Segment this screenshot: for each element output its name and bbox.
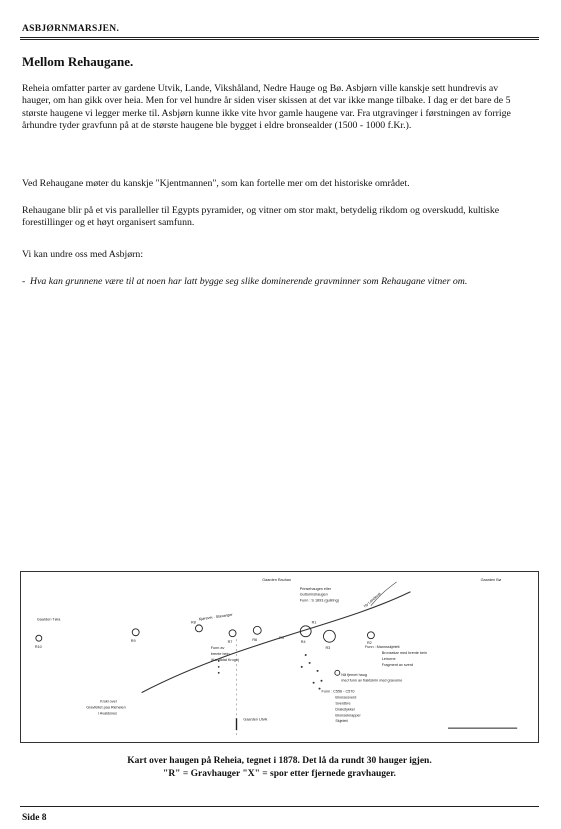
label-find-left-1: Funn av — [210, 646, 225, 651]
label-cs-6: Skjelett — [335, 719, 348, 724]
question-dash: - — [22, 276, 26, 287]
mound-r2 — [367, 632, 374, 639]
mound-r9 — [132, 629, 139, 636]
mound-removed — [335, 670, 340, 675]
label-cs-1: Funn : C556 - C570 — [321, 689, 355, 694]
mound-symbols — [36, 625, 375, 675]
mound-map — [20, 571, 539, 743]
label-r8: R8 — [191, 620, 196, 625]
paragraph-wonder: Vi kan undre oss med Asbjørn: — [22, 249, 144, 260]
label-cs-5: Bronseknapper — [335, 713, 361, 718]
map-caption-line1: Kart over haugen på Reheia, tegnet i 1878. Det lå da rundt 30 hauger igjen. — [127, 756, 432, 766]
label-mound-2: Guttormshaugen — [299, 592, 328, 597]
label-find-left-3: (Kandidat Krogh) — [210, 657, 240, 662]
label-road: Kjørevei · Stavanger — [198, 612, 233, 622]
label-cs-3: Sverdbre — [335, 701, 351, 706]
header-rule-secondary — [20, 39, 539, 40]
label-sketch-2: Gravfeltet paa Rieheien — [86, 705, 126, 710]
mound-r7 — [229, 630, 236, 637]
header-rule — [20, 37, 539, 38]
label-removed-1: Nå fjernet haug — [341, 672, 367, 677]
label-cs-4: Drakstykker — [335, 707, 356, 712]
running-header: ASBJØRNMARSJEN. — [22, 24, 120, 34]
label-sketch-3: i Avaldsnes — [98, 711, 118, 716]
label-r6: R6 — [252, 638, 258, 643]
label-find-r3: Leirurne — [381, 656, 396, 661]
paragraph-kjentmannen: Ved Rehaugane møter du kanskje "Kjentmannen", som kan fortelle mer om det historiske området. — [22, 178, 410, 189]
label-r3: R3 — [325, 646, 331, 651]
label-removed-2: med funn av fraktskrin med gravurne — [341, 678, 403, 683]
label-sketch-1: Kroki over — [100, 699, 118, 704]
footer-rule — [20, 806, 539, 807]
label-farm-left: Gaarden Tøra — [36, 617, 61, 622]
mound-r8 — [195, 625, 202, 632]
label-road-right: Ny Landevei — [363, 591, 382, 609]
label-r4: R4 — [300, 640, 306, 645]
section-title: Mellom Rehaugane. — [22, 54, 134, 69]
paragraph-pyramids: Rehaugane blir på et vis paralleller til Egypts pyramider, og vitner om stor makt, betydelig rikdom og overskudd, kultiske forestillinger og et høyt organisert samfunn. — [22, 205, 500, 229]
label-find-r4: Fragment av sverd — [381, 662, 414, 667]
label-r9: R9 — [130, 639, 136, 644]
label-r10: R10 — [34, 645, 42, 650]
mound-r10 — [36, 635, 42, 641]
label-cs-2: Bronsesverd — [335, 695, 357, 700]
label-r5: R5 — [279, 636, 284, 641]
question-text: Hva kan grunnene være til at noen har latt bygge seg slike dominerende gravminner som Rehaugane vitner om. — [30, 276, 468, 287]
question-block — [22, 276, 522, 288]
map-caption-line2: "R" = Gravhauger "X" = spor etter fjernede gravhauger. — [163, 769, 396, 779]
label-r1: R1 — [311, 620, 317, 625]
label-find-left-2: brente bein — [210, 652, 230, 657]
label-farm-top-right: Gaarden Bø — [480, 577, 502, 582]
page-number: Side 8 — [22, 813, 47, 823]
mound-map-drawing — [21, 572, 538, 742]
mound-r3 — [323, 630, 335, 642]
label-r2: R2 — [366, 641, 372, 646]
label-find-r2: Bronsekar med brente bein — [381, 651, 428, 656]
road-branch — [371, 582, 397, 606]
label-find-r1: Funn : Mannsskjelett — [364, 645, 400, 650]
label-r7: R7 — [227, 640, 233, 645]
label-mound-1: Prinsehaugen eller — [299, 586, 332, 591]
paragraph-reheia: Reheia omfatter parter av gardene Utvik, Lande, Vikshåland, Nedre Hauge og Bø. Asbjørn ville kanskje sett hundrevis av hauger, om han gikk over heia. Men for vel hundre år siden viser skissen at det var ikke mange tilbake. I dag er det bare de 5 største haugene vi legger merke til. Asbjørn kunne ikke vite hvor gamle haugene var. Fra utgravinger i førstningen av forrige århundre tyder gravfunn på at de største haugene ble bygget i eldre bronsealder (1500 - 1000 f.Kr.). — [22, 83, 511, 131]
mound-r6 — [253, 626, 261, 634]
label-mound-3: Funn : S 1893 (gullring) — [299, 598, 339, 603]
label-farm-bottom: Gaarden Utvik — [243, 717, 268, 722]
label-farm-top: Gaarden Rauhan — [262, 577, 291, 582]
